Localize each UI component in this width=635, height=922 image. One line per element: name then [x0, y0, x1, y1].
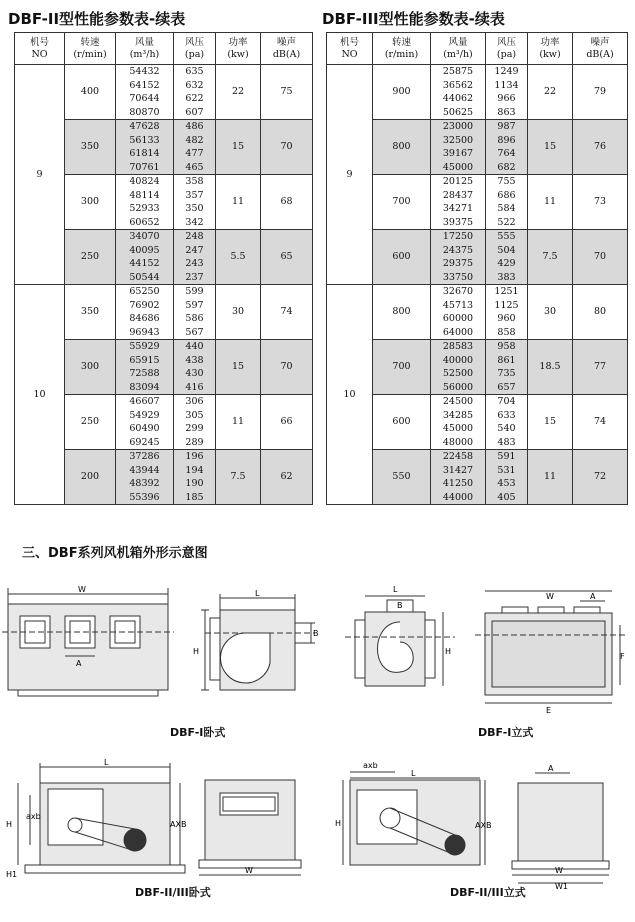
dim-b: B: [313, 629, 319, 638]
column-header: 噪声 dB(A): [261, 33, 313, 65]
dim-a-3: A: [548, 765, 554, 773]
column-header: 风压 (pa): [486, 33, 528, 65]
pressure-cell: 599 597 586 567: [174, 285, 216, 340]
power-cell: 15: [216, 120, 261, 175]
speed-cell: 300: [65, 340, 116, 395]
pressure-cell: 555 504 429 383: [486, 230, 528, 285]
power-cell: 15: [216, 340, 261, 395]
table-row: [327, 230, 628, 285]
flow-cell: 23000 32500 39167 45000: [431, 120, 486, 175]
pressure-cell: 306 305 299 289: [174, 395, 216, 450]
power-cell: 18.5: [528, 340, 573, 395]
speed-cell: 700: [373, 175, 431, 230]
dim-axb-cap-2: AXB: [475, 821, 492, 830]
power-cell: 7.5: [216, 450, 261, 505]
dbf-ii-iii-horizontal-diagram: [0, 755, 190, 885]
dim-b-2: B: [397, 601, 403, 610]
speed-cell: 300: [65, 175, 116, 230]
flow-cell: 55929 65915 72588 83094: [116, 340, 174, 395]
noise-cell: 66: [261, 395, 313, 450]
pressure-cell: 591 531 453 405: [486, 450, 528, 505]
column-header: 风量 (m³/h): [116, 33, 174, 65]
column-header: 机号 NO: [327, 33, 373, 65]
flow-cell: 24500 34285 45000 48000: [431, 395, 486, 450]
flow-cell: 28583 40000 52500 56000: [431, 340, 486, 395]
pressure-cell: 635 632 622 607: [174, 65, 216, 120]
dim-a-2: A: [590, 592, 596, 601]
machine-no: 9: [15, 65, 65, 285]
power-cell: 15: [528, 120, 573, 175]
pressure-cell: 196 194 190 185: [174, 450, 216, 505]
table-row: [327, 285, 628, 340]
column-header: 风量 (m³/h): [431, 33, 486, 65]
column-header: 风压 (pa): [174, 33, 216, 65]
speed-cell: 200: [65, 450, 116, 505]
noise-cell: 73: [573, 175, 628, 230]
noise-cell: 79: [573, 65, 628, 120]
speed-cell: 350: [65, 120, 116, 175]
speed-cell: 550: [373, 450, 431, 505]
pressure-cell: 704 633 540 483: [486, 395, 528, 450]
dim-w-3: W: [245, 866, 253, 875]
power-cell: 11: [216, 395, 261, 450]
pressure-cell: 440 438 430 416: [174, 340, 216, 395]
dim-a: A: [76, 659, 82, 668]
noise-cell: 72: [573, 450, 628, 505]
dim-w1: W1: [555, 882, 568, 890]
dim-w: W: [78, 585, 86, 594]
power-cell: 22: [528, 65, 573, 120]
table-row: [327, 120, 628, 175]
machine-no: 10: [15, 285, 65, 505]
dim-h1: H1: [6, 870, 18, 879]
power-cell: 11: [528, 450, 573, 505]
section-title: 三、DBF系列风机箱外形示意图: [22, 546, 208, 561]
right-performance-table: [326, 32, 628, 505]
noise-cell: 76: [573, 120, 628, 175]
speed-cell: 800: [373, 120, 431, 175]
speed-cell: 800: [373, 285, 431, 340]
power-cell: 7.5: [528, 230, 573, 285]
column-header: 转速 (r/min): [373, 33, 431, 65]
noise-cell: 70: [573, 230, 628, 285]
table-row: [327, 395, 628, 450]
dim-h-3: H: [6, 820, 13, 829]
flow-cell: 65250 76902 84686 96943: [116, 285, 174, 340]
noise-cell: 68: [261, 175, 313, 230]
column-header: 功率 (kw): [216, 33, 261, 65]
pressure-cell: 1249 1134 966 863: [486, 65, 528, 120]
flow-cell: 22458 31427 41250 44000: [431, 450, 486, 505]
dim-axb-2: axb: [363, 761, 378, 770]
flow-cell: 46607 54929 60490 69245: [116, 395, 174, 450]
flow-cell: 32670 45713 60000 64000: [431, 285, 486, 340]
noise-cell: 70: [261, 340, 313, 395]
column-header: 机号 NO: [15, 33, 65, 65]
flow-cell: 47628 56133 61814 70761: [116, 120, 174, 175]
machine-no: 10: [327, 285, 373, 505]
power-cell: 5.5: [216, 230, 261, 285]
speed-cell: 600: [373, 230, 431, 285]
dbf-i-side-diagram: [185, 588, 325, 708]
speed-cell: 600: [373, 395, 431, 450]
left-table-title: DBF-II型性能参数表-续表: [8, 10, 186, 28]
dbf-i-top-diagram: [470, 585, 630, 720]
noise-cell: 75: [261, 65, 313, 120]
dbf-ii-iii-end-diagram: [195, 775, 305, 880]
dim-l-4: L: [411, 769, 416, 778]
dim-l: L: [255, 589, 260, 598]
pressure-cell: 987 896 764 682: [486, 120, 528, 175]
speed-cell: 400: [65, 65, 116, 120]
label-dbf-ii-iii-vertical: DBF-II/III立式: [450, 886, 526, 899]
flow-cell: 25875 36562 44062 50625: [431, 65, 486, 120]
pressure-cell: 755 686 584 522: [486, 175, 528, 230]
power-cell: 30: [528, 285, 573, 340]
table-row: [15, 285, 313, 340]
speed-cell: 350: [65, 285, 116, 340]
noise-cell: 74: [261, 285, 313, 340]
dim-w-2: W: [546, 592, 554, 601]
noise-cell: 62: [261, 450, 313, 505]
right-table-title: DBF-III型性能参数表-续表: [322, 10, 505, 28]
speed-cell: 250: [65, 230, 116, 285]
table-row: [327, 65, 628, 120]
table-row: [15, 65, 313, 120]
label-dbf-i-vertical: DBF-I立式: [478, 726, 534, 739]
column-header: 功率 (kw): [528, 33, 573, 65]
dim-h-4: H: [335, 819, 342, 828]
machine-no: 9: [327, 65, 373, 285]
dbf-i-horizontal-diagram: [0, 580, 180, 705]
noise-cell: 74: [573, 395, 628, 450]
dim-h: H: [193, 647, 200, 656]
header-row: [327, 33, 628, 65]
flow-cell: 17250 24375 29375 33750: [431, 230, 486, 285]
dim-axb-cap: AXB: [170, 820, 187, 829]
dim-h-2: H: [445, 647, 452, 656]
table-row: [327, 175, 628, 230]
dbf-i-vertical-diagram: [345, 582, 460, 707]
table-row: [327, 340, 628, 395]
flow-cell: 20125 28437 34271 39375: [431, 175, 486, 230]
flow-cell: 54432 64152 70644 80870: [116, 65, 174, 120]
dim-l-3: L: [104, 758, 109, 767]
dim-w-4: W: [555, 866, 563, 875]
dbf-ii-iii-vertical-end-diagram: [500, 765, 630, 890]
speed-cell: 700: [373, 340, 431, 395]
dim-e: E: [546, 706, 552, 715]
noise-cell: 65: [261, 230, 313, 285]
power-cell: 11: [216, 175, 261, 230]
label-dbf-ii-iii-horizontal: DBF-II/III卧式: [135, 886, 211, 899]
speed-cell: 250: [65, 395, 116, 450]
power-cell: 11: [528, 175, 573, 230]
left-performance-table: [14, 32, 313, 505]
flow-cell: 40824 48114 52933 60652: [116, 175, 174, 230]
dim-axb: axb: [26, 812, 41, 821]
pressure-cell: 958 861 735 657: [486, 340, 528, 395]
dim-l-2: L: [393, 585, 398, 594]
noise-cell: 70: [261, 120, 313, 175]
flow-cell: 34070 40095 44152 50544: [116, 230, 174, 285]
power-cell: 15: [528, 395, 573, 450]
header-row: [15, 33, 313, 65]
dbf-ii-iii-vertical-diagram: [335, 750, 495, 880]
pressure-cell: 248 247 243 237: [174, 230, 216, 285]
table-row: [327, 450, 628, 505]
column-header: 噪声 dB(A): [573, 33, 628, 65]
power-cell: 22: [216, 65, 261, 120]
dim-f: F: [620, 652, 625, 661]
label-dbf-i-horizontal: DBF-I卧式: [170, 726, 226, 739]
flow-cell: 37286 43944 48392 55396: [116, 450, 174, 505]
power-cell: 30: [216, 285, 261, 340]
pressure-cell: 358 357 350 342: [174, 175, 216, 230]
pressure-cell: 486 482 477 465: [174, 120, 216, 175]
noise-cell: 77: [573, 340, 628, 395]
pressure-cell: 1251 1125 960 858: [486, 285, 528, 340]
speed-cell: 900: [373, 65, 431, 120]
column-header: 转速 (r/min): [65, 33, 116, 65]
noise-cell: 80: [573, 285, 628, 340]
